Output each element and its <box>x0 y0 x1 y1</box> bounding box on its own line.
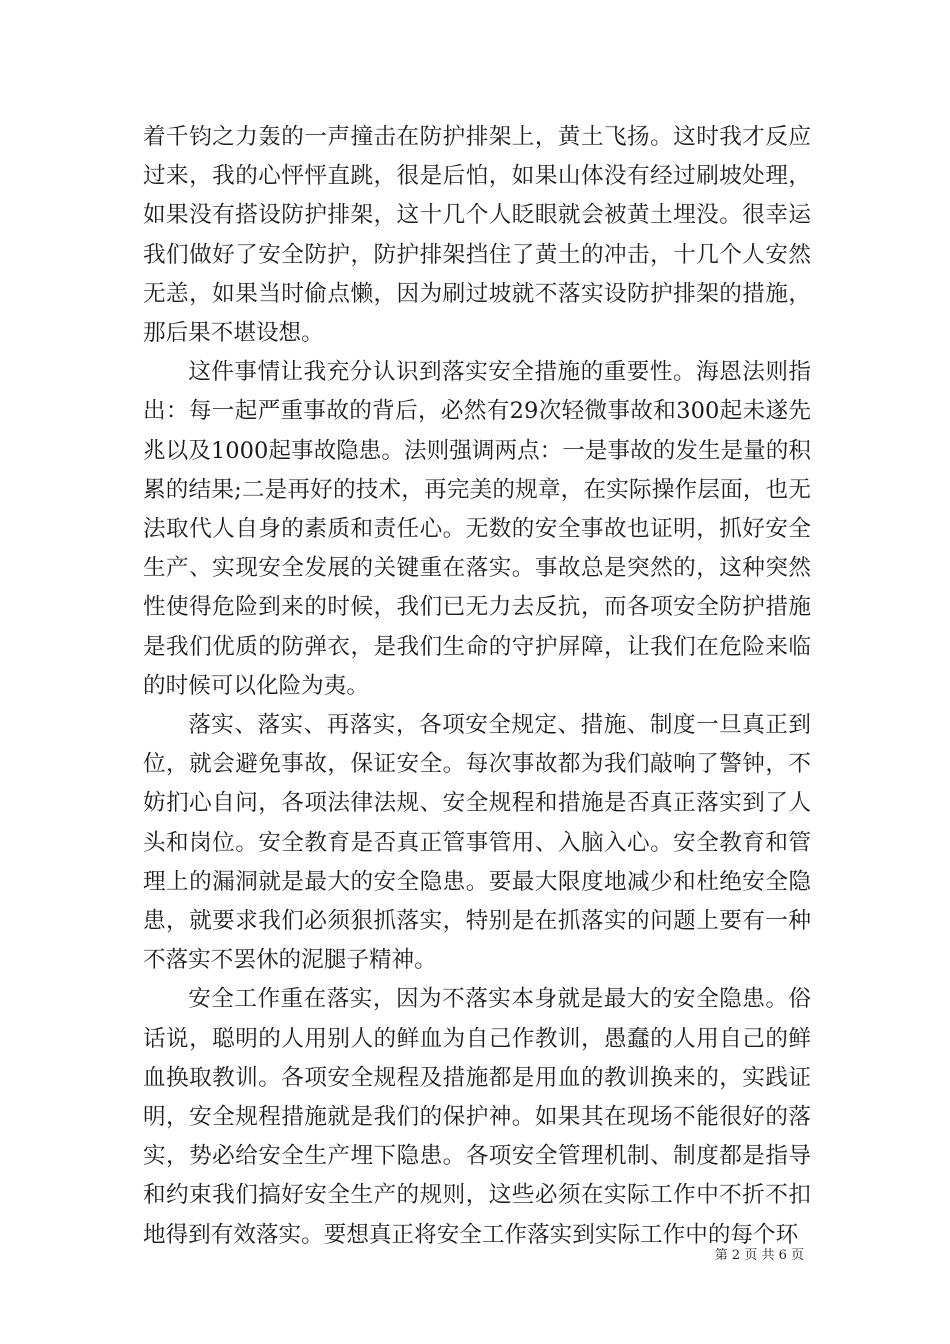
paragraph: 落实、落实、再落实，各项安全规定、措施、制度一旦真正到位，就会避免事故，保证安全。每次事故都为我们敲响了警钟，不妨扪心自问，各项法律法规、安全规程和措施是否真正落实到了人头和岗位。安全教育是否真正管事管用、入脑入心。安全教育和管理上的漏洞就是最大的安全隐患。要最大限度地减少和杜绝安全隐患，就要求我们必须狠抓落实，特别是在抓落实的问题上要有一种不落实不罢休的泥腿子精神。 <box>143 712 811 974</box>
paragraph-continuation: 着千钧之力轰的一声撞击在防护排架上，黄土飞扬。这时我才反应过来，我的心怦怦直跳，很是后怕，如果山体没有经过刷坡处理，如果没有搭设防护排架，这十几个人眨眼就会被黄土埋没。很幸运我们做好了安全防护，防护排架挡住了黄土的冲击，十几个人安然无恙，如果当时偷点懒，因为刷过坡就不落实设防护排架的措施，那后果不堪设想。 <box>143 124 811 347</box>
paragraph: 安全工作重在落实，因为不落实本身就是最大的安全隐患。俗话说，聪明的人用别人的鲜血为自己作教训，愚蠢的人用自己的鲜血换取教训。各项安全规程及措施都是用血的教训换来的，实践证明，安全规程措施就是我们的保护神。如果其在现场不能很好的落实，势必给安全生产埋下隐患。各项安全管理机制、制度都是指导和约束我们搞好安全生产的规则，这些必须在实际工作中不折不扣地得到有效落实。要想真正将安全工作落实到实际工作中的每个环 <box>143 986 811 1248</box>
page-number: 第 2 页 共 6 页 <box>714 1248 804 1263</box>
paragraph: 这件事情让我充分认识到落实安全措施的重要性。海恩法则指出：每一起严重事故的背后，必然有29次轻微事故和300起未遂先兆以及1000起事故隐患。法则强调两点：一是事故的发生是量的积累的结果;二是再好的技术，再完美的规章，在实际操作层面，也无法取代人自身的素质和责任心。无数的安全事故也证明，抓好安全生产、实现安全发展的关键重在落实。事故总是突然的，这种突然性使得危险到来的时候，我们已无力去反抗，而各项安全防护措施是我们优质的防弹衣，是我们生命的守护屏障，让我们在危险来临的时候可以化险为夷。 <box>143 359 811 699</box>
body-text <box>143 118 811 1255</box>
